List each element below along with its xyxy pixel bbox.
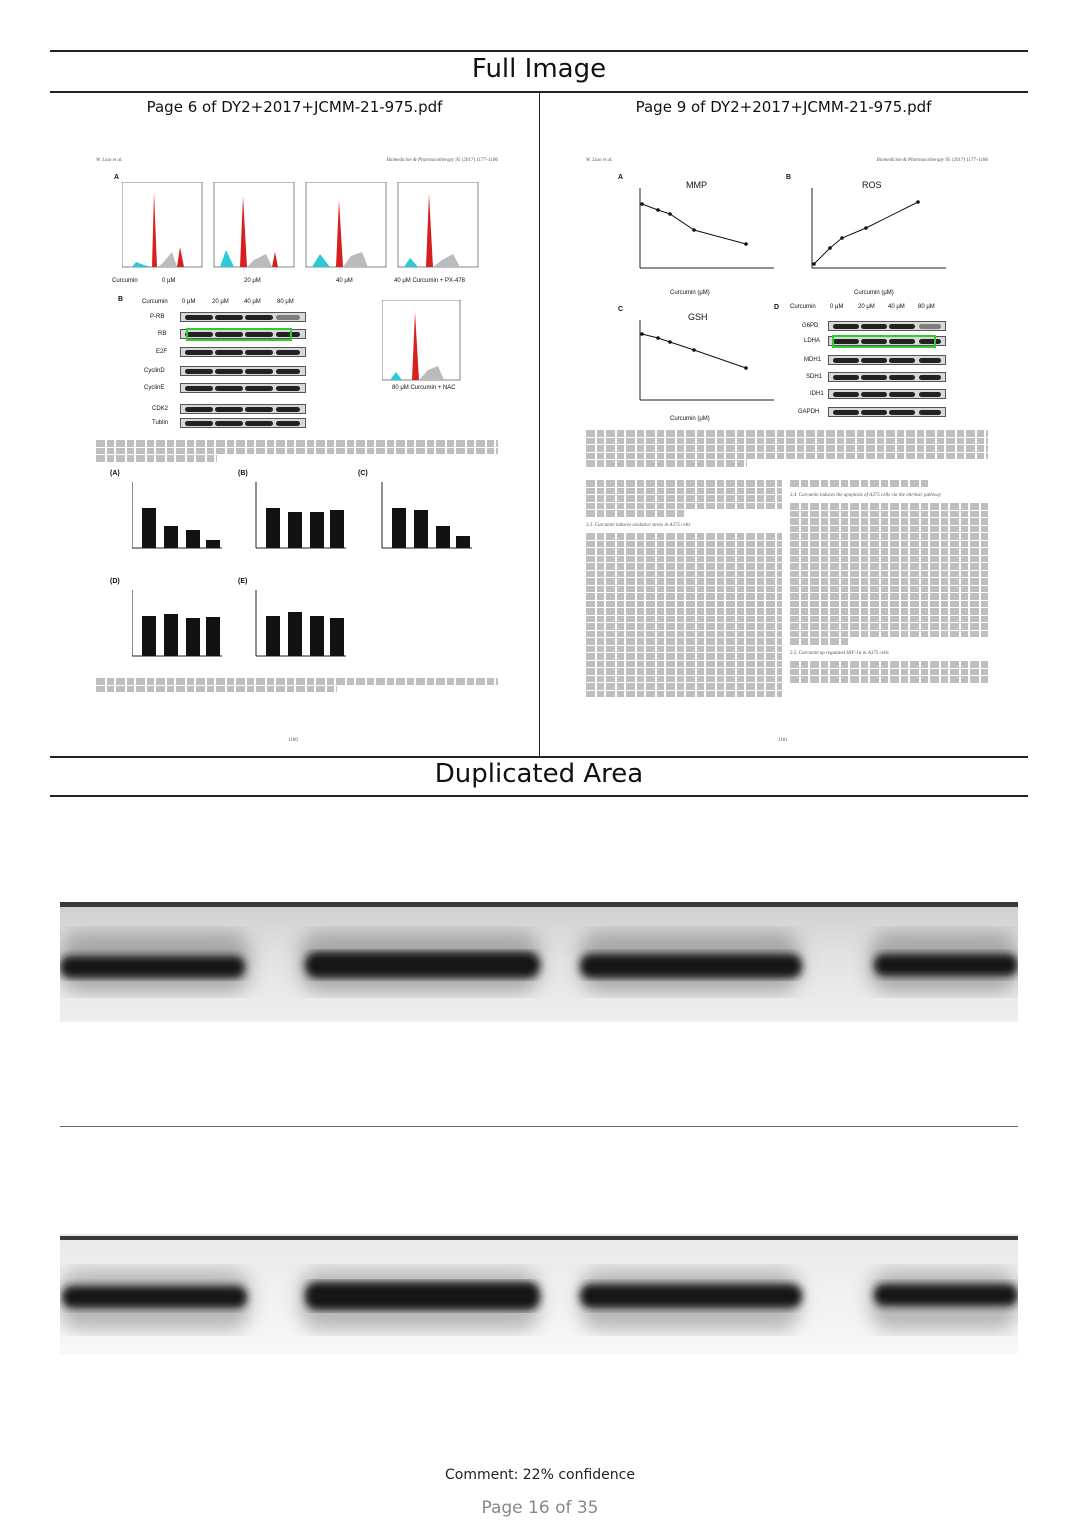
duplicated-crop-2 <box>60 1234 1018 1354</box>
left-page-number: 1180 <box>288 738 298 743</box>
top-rule <box>50 50 1028 52</box>
wb-label-cycline: CyclinE <box>144 385 165 391</box>
wb-label-cdk2: CDK2 <box>152 406 169 412</box>
hist-label-40: 40 μM <box>336 278 353 284</box>
blot-crop-1 <box>60 902 1018 1022</box>
fig-b-label: B <box>118 296 124 303</box>
hist-label-0: 0 μM <box>162 278 176 284</box>
rwb-label-mdh1: MDH1 <box>804 357 822 363</box>
gsh-line-chart <box>638 320 778 406</box>
wb-strip <box>180 366 306 376</box>
wb-header-20: 20 μM <box>212 299 229 305</box>
rwb-label-sdh1: SDH1 <box>806 374 823 380</box>
rwb-label-g6pd: G6PD <box>802 323 819 329</box>
right-page-title: Page 9 of DY2+2017+JCMM-21-975.pdf <box>635 98 932 116</box>
hist-label-20: 20 μM <box>244 278 261 284</box>
right-running-head-right: Biomedicine & Pharmacotherapy 95 (2017) 1177–1186 <box>876 158 988 163</box>
rwb-label-gapdh: GAPDH <box>798 409 820 415</box>
wb-strip <box>180 418 306 428</box>
panel-a-label: A <box>618 174 624 181</box>
duplicated-area-title: Duplicated Area <box>434 759 644 789</box>
left-page-thumbnail <box>92 150 502 750</box>
right-text-col-left <box>586 480 782 698</box>
wb-strip <box>828 355 946 365</box>
section-35-heading: 3.5. Curcumin up regulated HIF-1α in A375 cells <box>790 650 889 656</box>
bar-panel-d: (D) <box>110 578 120 585</box>
page-indicator: Page 16 of 35 <box>481 1498 599 1518</box>
wb-strip <box>828 407 946 417</box>
chart-c-xlabel: Curcumin (μM) <box>670 416 710 422</box>
rwb-header-curcumin: Curcumin <box>790 304 816 310</box>
wb-label-e2f: E2F <box>156 349 168 355</box>
rwb-header-40: 40 μM <box>888 304 905 310</box>
hist-label-px478: 40 μM Curcumin + PX-478 <box>394 278 465 284</box>
duplicated-bottom-rule <box>50 795 1028 797</box>
left-running-head: W. Liao et al. <box>96 158 123 163</box>
duplicated-top-rule <box>50 756 1028 758</box>
wb-strip <box>180 312 306 322</box>
wb-strip <box>828 321 946 331</box>
fig3-caption <box>96 678 498 693</box>
blot-crop-2 <box>60 1234 1018 1354</box>
bar-panel-c: (C) <box>358 470 368 477</box>
rwb-header-80: 80 μM <box>918 304 935 310</box>
bar-panel-a: (A) <box>110 470 120 477</box>
nac-histogram <box>382 300 462 390</box>
wb-header-curcumin: Curcumin <box>142 299 168 305</box>
wb-strip <box>180 404 306 414</box>
crop-separator <box>60 1126 1018 1127</box>
fig4-caption <box>586 430 988 468</box>
ros-line-chart <box>810 188 950 274</box>
fig-a-label: A <box>114 174 120 181</box>
curcumin-label: Curcumin <box>112 278 138 284</box>
wb-header-40: 40 μM <box>244 299 261 305</box>
bar-charts-row2 <box>132 590 372 670</box>
right-running-head: W. Liao et al. <box>586 158 613 163</box>
chart-b-xlabel: Curcumin (μM) <box>854 290 894 296</box>
confidence-comment: Comment: 22% confidence <box>445 1467 635 1483</box>
wb-strip <box>180 347 306 357</box>
chart-c-title: GSH <box>688 312 708 322</box>
panel-b-label: B <box>786 174 792 181</box>
panel-c-label: C <box>618 306 624 313</box>
bar-panel-b: (B) <box>238 470 248 477</box>
section-33-heading: 3.3. Curcumin induces oxidative stress in A375 cells <box>586 522 691 528</box>
chart-b-title: ROS <box>862 180 882 190</box>
mmp-line-chart <box>638 188 778 274</box>
right-page-thumbnail <box>582 150 992 750</box>
full-image-title: Full Image <box>471 54 607 84</box>
wb-header-80: 80 μM <box>277 299 294 305</box>
right-text-col-right <box>790 480 988 684</box>
wb-strip <box>180 383 306 393</box>
panel-d-label: D <box>774 304 780 311</box>
hist-label-nac: 80 μM Curcumin + NAC <box>392 385 456 391</box>
fig2-caption <box>96 440 498 463</box>
wb-label-prb: P-RB <box>150 314 165 320</box>
rwb-header-0: 0 μM <box>830 304 844 310</box>
wb-label-tublin: Tublin <box>152 420 169 426</box>
bar-charts-row1 <box>132 482 492 562</box>
section-34-heading: 3.4. Curcumin induces the apoptosis of A375 cells via the intrinsic pathway <box>790 492 941 498</box>
wb-strip <box>828 372 946 382</box>
wb-label-rb: RB <box>158 331 167 337</box>
wb-label-cyclind: CyclinD <box>144 368 165 374</box>
rwb-header-20: 20 μM <box>858 304 875 310</box>
bar-panel-e: (E) <box>238 578 248 585</box>
right-page-number: 1181 <box>778 738 788 743</box>
left-page-title: Page 6 of DY2+2017+JCMM-21-975.pdf <box>146 98 443 116</box>
duplicate-highlight-box <box>186 328 292 341</box>
duplicated-crop-1 <box>60 902 1018 1022</box>
left-running-head-right: Biomedicine & Pharmacotherapy 95 (2017) 1177–1186 <box>386 158 498 163</box>
rwb-label-idh1: IDH1 <box>810 391 824 397</box>
chart-a-title: MMP <box>686 180 707 190</box>
panel-divider <box>539 92 540 756</box>
wb-header-0: 0 μM <box>182 299 196 305</box>
wb-strip <box>828 389 946 399</box>
flow-histograms <box>122 182 492 278</box>
chart-a-xlabel: Curcumin (μM) <box>670 290 710 296</box>
duplicate-highlight-box-right <box>832 335 936 348</box>
rwb-label-ldha: LDHA <box>804 338 821 344</box>
